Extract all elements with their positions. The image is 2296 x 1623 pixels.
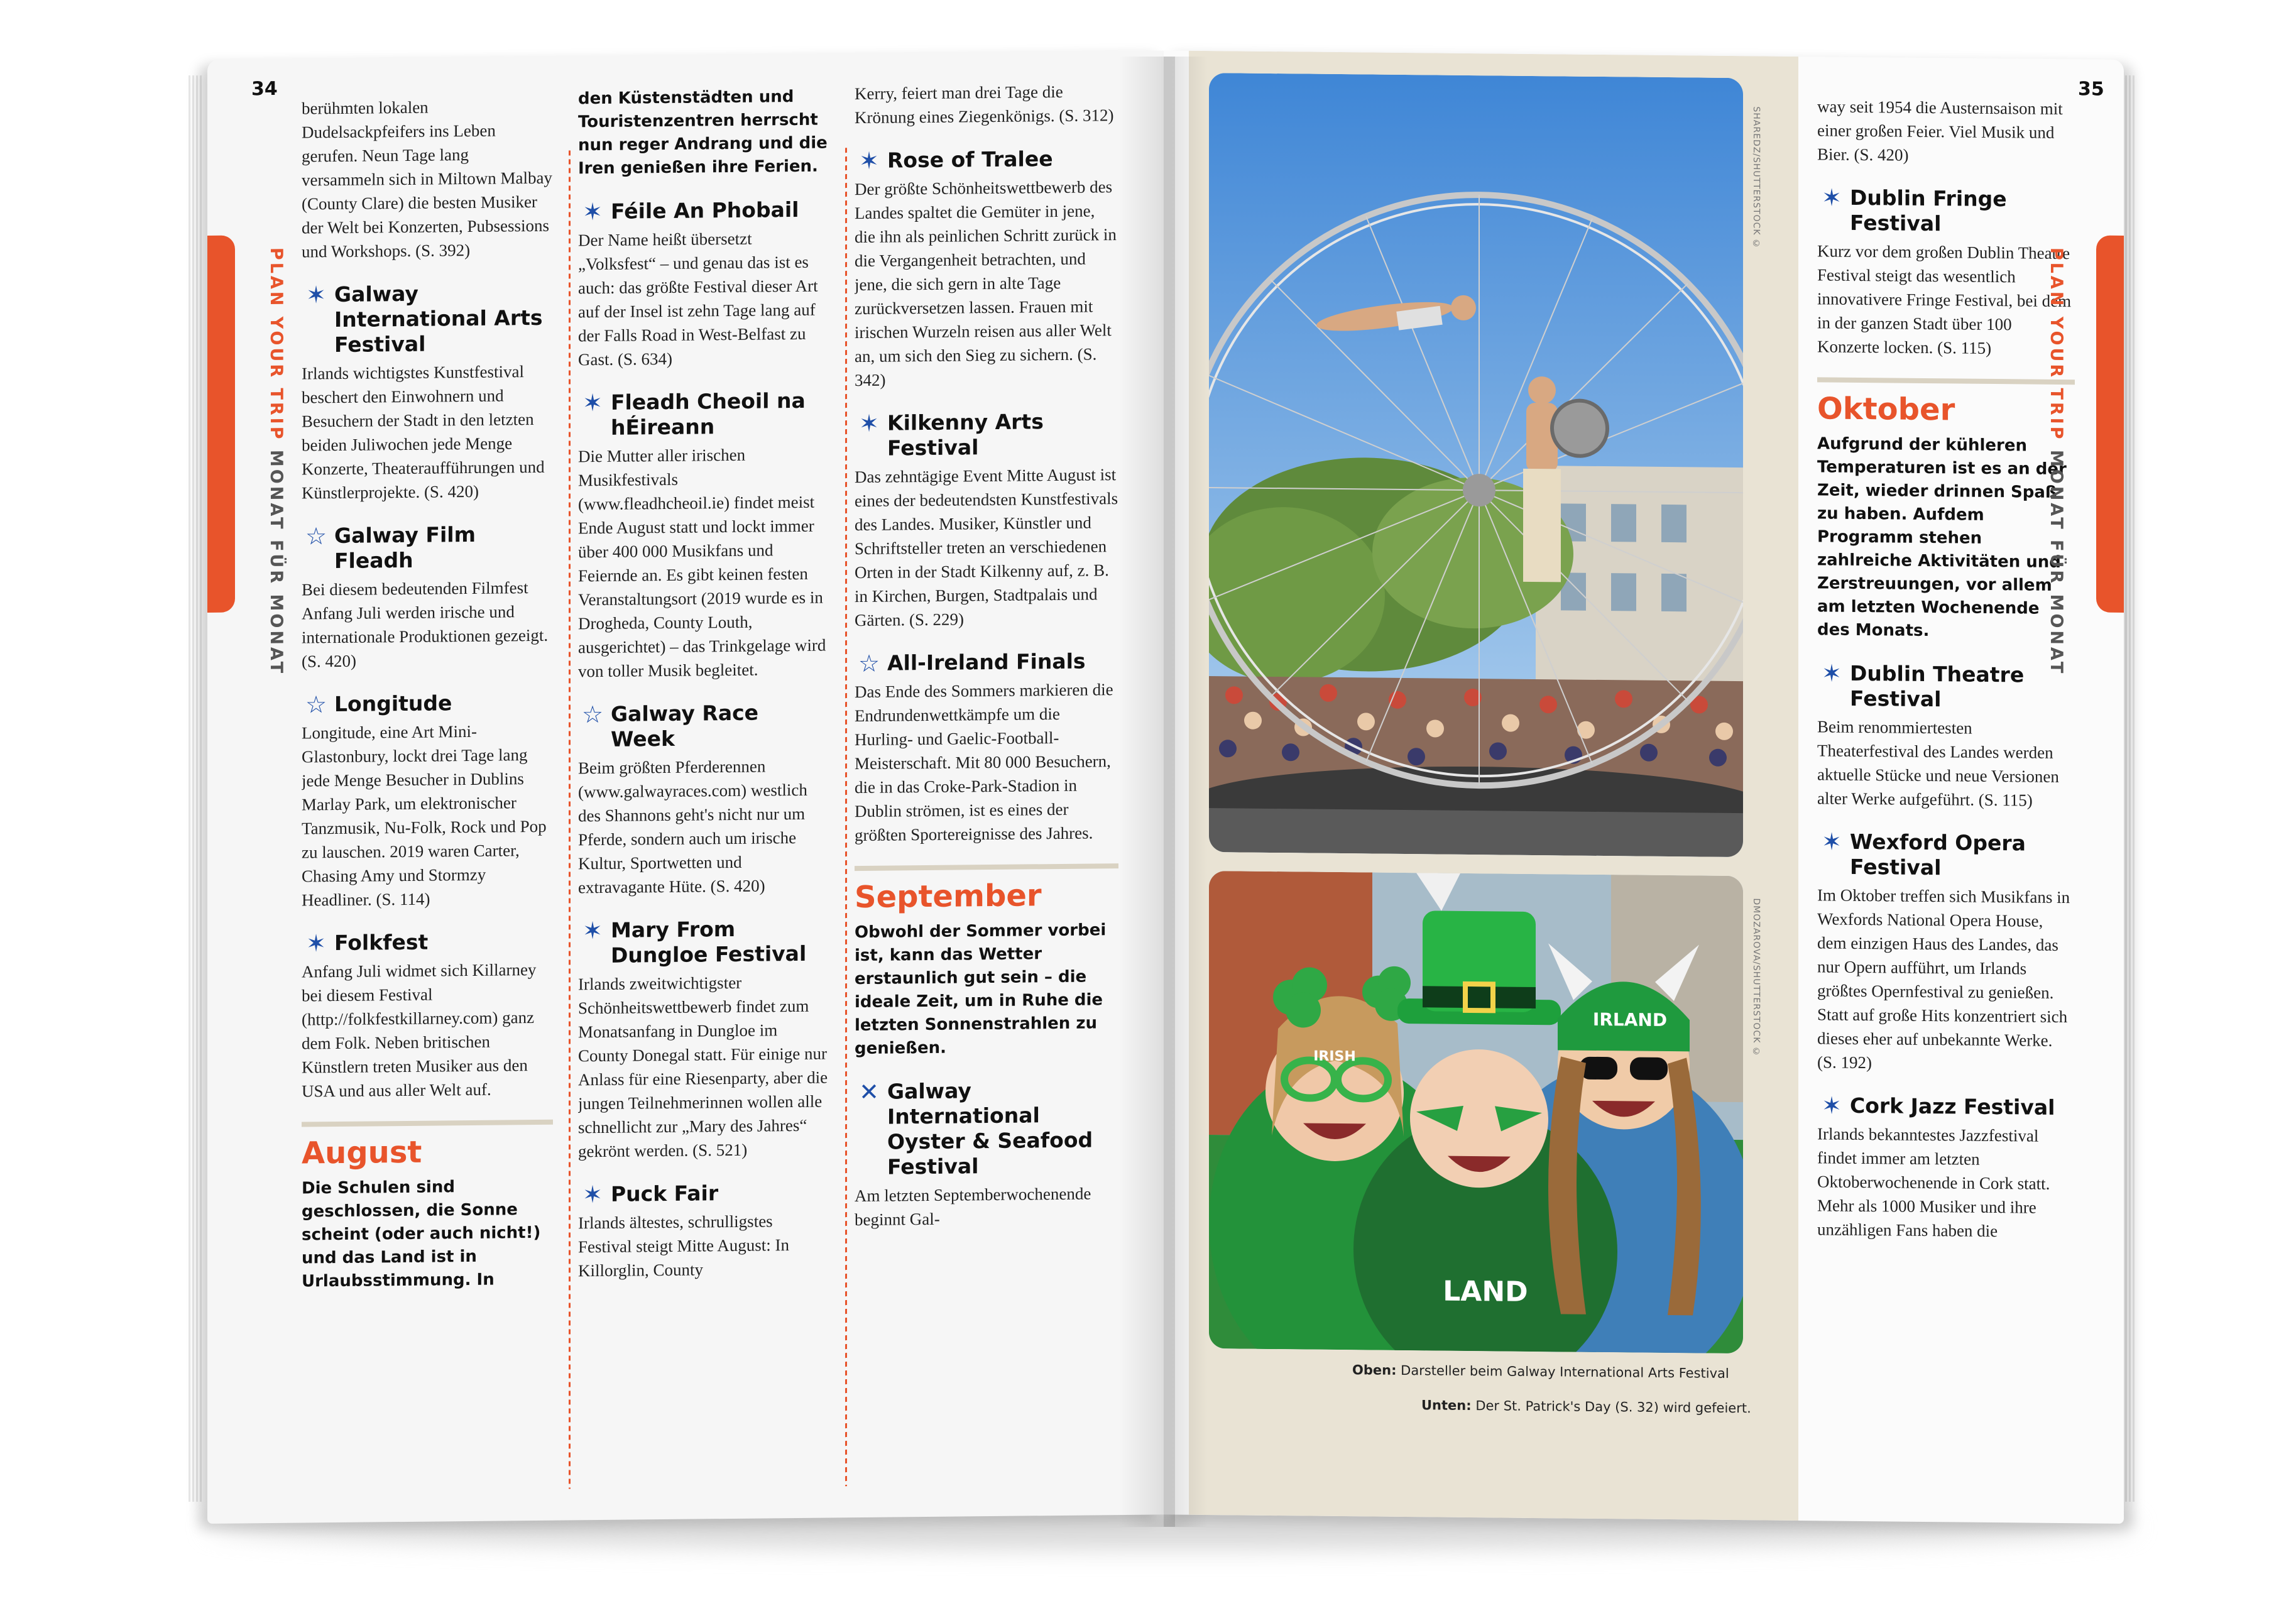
- event-continuation: [578, 85, 829, 180]
- month-intro: Aufgrund der kühleren Temperaturen ist es an der Zeit, wieder drinnen Spaß zu haben. Aufdem Programm stehen zahlreiche Aktivitäten und Zerstreuungen, vor allem am letzten Wochenende des Monats.: [1817, 434, 2067, 641]
- photo-st-patricks-day: [1209, 871, 1743, 1353]
- event-entry-rose-of-tralee: [855, 146, 1118, 392]
- event-entry-cork-jazz-festival: [1817, 1093, 2075, 1243]
- event-title: [302, 929, 553, 956]
- event-description: Der größte Schönheitswettbewerb des Landes spaltet die Gemüter in jene, die ihn als peinlichen Schritt zurück in die Vergangenheit betrachten, und jene, die sich gern in alte Tage zurückversetzen lassen. Frauen mit irischen Wurzeln reisen aus aller Welt an, um sich den Sieg zu sichern. (S. 342): [855, 177, 1117, 390]
- caption-bottom-text: Der St. Patrick's Day (S. 32) wird gefeiert.: [1475, 1398, 1751, 1416]
- section-tab-left: [207, 236, 235, 613]
- event-description: Bei diesem bedeutenden Filmfest Anfang Juli werden irische und internationale Produktionen gezeigt. (S. 420): [302, 578, 549, 671]
- photo-arts-festival: [1209, 73, 1743, 857]
- event-description: berühmten lokalen Dudelsackpfeifers ins Leben gerufen. Neun Tage lang versammeln sich in Miltown Malbay (County Clare) die besten Musiker der Welt bei Konzerten, Pubsessions und Workshops. (S. 392): [302, 97, 552, 261]
- gutter-shadow-right: [1164, 57, 1208, 1527]
- month-intro: Die Schulen sind geschlossen, die Sonne scheint (oder auch nicht!) und das Land ist in Urlaubsstimmung. In: [302, 1178, 541, 1291]
- star-group-icon: ✶: [1822, 183, 1842, 212]
- month-intro: Obwohl der Sommer vorbei ist, kann das Wetter erstaunlich gut sein – die ideale Zeit, um in Ruhe die letzten Sonnenstrahlen zu genießen.: [855, 921, 1107, 1059]
- column-divider: [845, 148, 847, 1486]
- left-page: [207, 50, 1164, 1524]
- event-title-text: Kilkenny Arts Festival: [887, 409, 1044, 461]
- month-heading-oktober: Oktober: [1817, 391, 1955, 428]
- event-continuation: [855, 79, 1118, 129]
- event-description: Im Oktober treffen sich Musikfans in Wexfords National Opera House, dem einzigen Haus des Landes, das nur Opern aufführt, um Irlands größtes Opernfestival zu genießen. Statt auf große Hits konzentriert sich dieses eher auf unbekannte Werke. (S. 192): [1817, 885, 2070, 1073]
- event-entry-galway-international-arts-festival: [302, 280, 553, 505]
- event-title-text: Longitude: [334, 691, 452, 717]
- month-divider: [302, 1120, 553, 1127]
- star-group-icon: ✶: [582, 388, 603, 417]
- event-title: [1817, 829, 2075, 882]
- event-title-text: Dublin Fringe Festival: [1850, 185, 2007, 236]
- event-title-text: Cork Jazz Festival: [1850, 1093, 2055, 1120]
- caption-top: [1352, 1362, 1729, 1381]
- star-icon: ☆: [581, 700, 604, 729]
- event-entry-galway-film-fleadh: [302, 522, 553, 674]
- event-description: Am letzten Septemberwochenende beginnt Gal-: [855, 1184, 1091, 1230]
- hat-text: IRISH: [1313, 1048, 1356, 1065]
- star-group-icon: ✶: [1822, 659, 1842, 687]
- event-title-text: Puck Fair: [611, 1181, 719, 1206]
- event-title: [302, 522, 553, 574]
- text-column-1: [302, 94, 553, 1517]
- event-entry-dublin-fringe-festival: [1817, 185, 2075, 361]
- event-title: [578, 699, 829, 752]
- event-title-text: Fleadh Cheoil na hÉireann: [611, 388, 806, 440]
- star-group-icon: ✶: [306, 281, 326, 309]
- caption-top-label: Oben:: [1352, 1362, 1397, 1378]
- column-divider: [569, 150, 571, 1489]
- caption-bottom: [1421, 1397, 1751, 1416]
- event-title: [855, 1077, 1118, 1180]
- event-entry-wexford-opera-festival: [1817, 829, 2075, 1076]
- event-entry-fleadh-cheoil-na-h-ireann: [578, 388, 829, 683]
- star-icon: ☆: [858, 649, 880, 678]
- star-group-icon: ✶: [1822, 1091, 1842, 1120]
- event-description: Der Name heißt übersetzt „Volksfest“ – und genau das ist es auch: das größte Festival dieser Art auf der Insel ist zehn Tage lang auf der Falls Road in West-Belfast zu Gast. (S. 634): [578, 229, 818, 369]
- event-entry-galway-international-oyster-seafood-festival: [855, 1077, 1118, 1232]
- event-title: [302, 690, 553, 718]
- event-title: [855, 146, 1118, 173]
- event-title-text: Rose of Tralee: [887, 146, 1053, 173]
- event-title-text: Mary From Dungloe Festival: [611, 916, 807, 968]
- star-icon: ☆: [305, 522, 327, 550]
- event-entry-galway-race-week: [578, 699, 829, 899]
- event-title: [302, 280, 553, 358]
- event-entry-dublin-theatre-festival: [1817, 660, 2075, 812]
- event-description: Die Mutter aller irischen Musikfestivals (www.fleadhcheoil.ie) findet meist Ende August statt und lockt immer über 400 000 Musikfans und Feiernde an. Es gibt keinen festen Veranstaltungsort (2019 wurde es in Drogheda, County Louth, ausgerichtet) – das Trinkgelage wird von toller Musik begleitet.: [578, 445, 826, 681]
- event-entry-kilkenny-arts-festival: [855, 408, 1118, 632]
- fork-knife-icon: ✕: [859, 1078, 879, 1107]
- star-group-icon: ✶: [582, 197, 603, 226]
- event-title: [1817, 1093, 2075, 1120]
- event-description: Das Ende des Sommers markieren die Endrundenwettkämpfe um die Hurling- und Gaelic-Football-Meisterschaft. Mit 80 000 Besuchern, die in das Croke-Park-Stadion in Dublin strömen, ist es eines der größten Sportereignisse des Jahres.: [855, 680, 1113, 845]
- event-title-text: All-Ireland Finals: [887, 648, 1086, 675]
- month-divider: [855, 863, 1118, 871]
- side-label-monat: MONAT FÜR MONAT: [2047, 449, 2066, 676]
- star-icon: ☆: [305, 691, 327, 719]
- event-title-text: Galway International Oyster & Seafood Festival: [887, 1078, 1093, 1179]
- page-edge-left: [189, 75, 204, 1502]
- page-number-left: 34: [251, 77, 278, 101]
- photo-panel: [1189, 51, 1798, 1521]
- event-title: [1817, 185, 2075, 238]
- month-heading-september: September: [855, 878, 1042, 915]
- arts-festival-illustration: [1209, 73, 1743, 857]
- beanie-text: IRLAND: [1592, 1008, 1668, 1031]
- event-title-text: Galway Film Fleadh: [334, 522, 476, 574]
- shirt-text: LAND: [1443, 1275, 1528, 1308]
- event-description: Kerry, feiert man drei Tage die Krönung eines Ziegenkönigs. (S. 312): [855, 82, 1114, 128]
- event-title-text: Féile An Phobail: [611, 197, 799, 224]
- side-label-plan: PLAN YOUR TRIP: [266, 247, 286, 442]
- photo-credit-bottom: DMOZAROVA/SHUTTERSTOCK ©: [1751, 898, 1761, 1057]
- event-entry-all-ireland-finals: [855, 648, 1118, 847]
- event-title: [578, 388, 829, 440]
- event-title: [855, 648, 1118, 676]
- text-column-3: [855, 79, 1118, 1502]
- event-entry-puck-fair: [578, 1179, 829, 1282]
- caption-top-text: Darsteller beim Galway International Arts Festival: [1401, 1362, 1729, 1381]
- month-intro-continuation: den Küstenstädten und Touristenzentren herrscht nun reger Andrang und die Iren genießen ihre Ferien.: [578, 87, 828, 178]
- event-title-text: Galway International Arts Festival: [334, 281, 543, 358]
- event-entry-folkfest: [302, 929, 553, 1103]
- event-description: Irlands zweitwichtigster Schönheitswettbewerb findet zum Monatsanfang in Dungloe im County Donegal statt. Für einige nur Anlass für eine Riesenparty, aber die jungen Teilnehmerinnen wollen alle schnellicht zur „Mary des Jahres“ gekrönt werden. (S. 521): [578, 973, 828, 1161]
- event-description: Beim größten Pferderennen (www.galwayraces.com) westlich des Shannons geht's nicht nur um Pferde, sondern auch um irische Kultur, Sportwetten und extravagante Hüte. (S. 420): [578, 757, 807, 897]
- month-heading-august: August: [302, 1134, 422, 1171]
- star-group-icon: ✶: [1822, 828, 1842, 856]
- event-title: [1817, 660, 2075, 713]
- star-group-icon: ✶: [306, 929, 326, 958]
- event-continuation: [302, 94, 553, 264]
- event-description: Irlands ältestes, schrulligstes Festival steigt Mitte August: In Killorglin, County: [578, 1211, 789, 1281]
- event-title: [578, 197, 829, 224]
- event-title-text: Wexford Opera Festival: [1850, 829, 2026, 880]
- event-entry-f-ile-an-phobail: [578, 197, 829, 371]
- text-column-right: [1817, 94, 2075, 1517]
- text-column-2: [578, 85, 829, 1507]
- month-divider: [1817, 377, 2075, 385]
- event-description: Kurz vor dem großen Dublin Theatre Festival steigt das wesentlich innovativere Fringe Festival, bei dem in der ganzen Stadt über 100 Konzerte locken. (S. 115): [1817, 241, 2072, 358]
- st-patricks-illustration: [1209, 871, 1743, 1353]
- event-description: Beim renommiertesten Theaterfestival des Landes werden aktuelle Stücke und neue Versionen alter Werke aufgeführt. (S. 115): [1817, 717, 2059, 810]
- page-number-right: 35: [2078, 78, 2104, 101]
- event-description: Das zehntägige Event Mitte August ist eines der bedeutendsten Kunstfestivals des Landes. Musiker, Künstler und Schriftsteller treten an verschiedenen Orten in der Stadt Kilkenny auf, z. B. in Kirchen, Burgen, Stadtpalais und Gärten. (S. 229): [855, 465, 1118, 630]
- event-title-text: Dublin Theatre Festival: [1850, 660, 2025, 712]
- event-description: Anfang Juli widmet sich Killarney bei diesem Festival (http://folkfestkillarney.com) ganz dem Folk. Neben britischen Künstlern treten Musiker aus den USA und aus aller Welt auf.: [302, 959, 537, 1101]
- section-tab-right: [2096, 236, 2124, 613]
- event-title-text: Folkfest: [334, 929, 429, 956]
- event-description: Irlands wichtigstes Kunstfestival beschert den Einwohnern und Besuchern der Stadt in den letzten beiden Juliwochen jede Menge Konzerte, Theateraufführungen und Künstlerprojekte. (S. 420): [302, 362, 545, 503]
- star-group-icon: ✶: [859, 146, 879, 175]
- event-title: [578, 915, 829, 968]
- side-label-plan: PLAN YOUR TRIP: [2047, 247, 2066, 442]
- event-description: Longitude, eine Art Mini-Glastonbury, lockt drei Tage lang jede Menge Besucher in Dublins Marlay Park, um elektronischer Tanzmusik, Nu-Folk, Rock und Pop zu lauschen. 2019 waren Carter, Chasing Amy und Stormzy Headliner. (S. 114): [302, 721, 547, 910]
- event-entry-longitude: [302, 690, 553, 912]
- event-continuation: [1817, 94, 2075, 168]
- side-label-monat: MONAT FÜR MONAT: [266, 449, 286, 676]
- event-title: [578, 1179, 829, 1207]
- photo-credit-top: SHAREDZ/SHUTTERSTOCK ©: [1751, 106, 1761, 250]
- right-page: [1164, 50, 2124, 1524]
- star-group-icon: ✶: [582, 916, 603, 945]
- event-entry-mary-from-dungloe-festival: [578, 915, 829, 1163]
- star-group-icon: ✶: [859, 409, 879, 438]
- event-title: [855, 408, 1118, 461]
- event-description: way seit 1954 die Austernsaison mit einer großen Feier. Viel Musik und Bier. (S. 420): [1817, 97, 2063, 165]
- side-label-left: [266, 248, 286, 676]
- event-description: Irlands bekanntestes Jazzfestival findet immer am letzten Oktoberwochenende in Cork statt. Mehr als 1000 Musiker und ihre unzähligen Fans haben die: [1817, 1124, 2050, 1241]
- star-group-icon: ✶: [582, 1180, 603, 1209]
- caption-bottom-label: Unten:: [1421, 1397, 1472, 1414]
- event-title-text: Galway Race Week: [611, 700, 759, 751]
- side-label-right: [2047, 248, 2066, 676]
